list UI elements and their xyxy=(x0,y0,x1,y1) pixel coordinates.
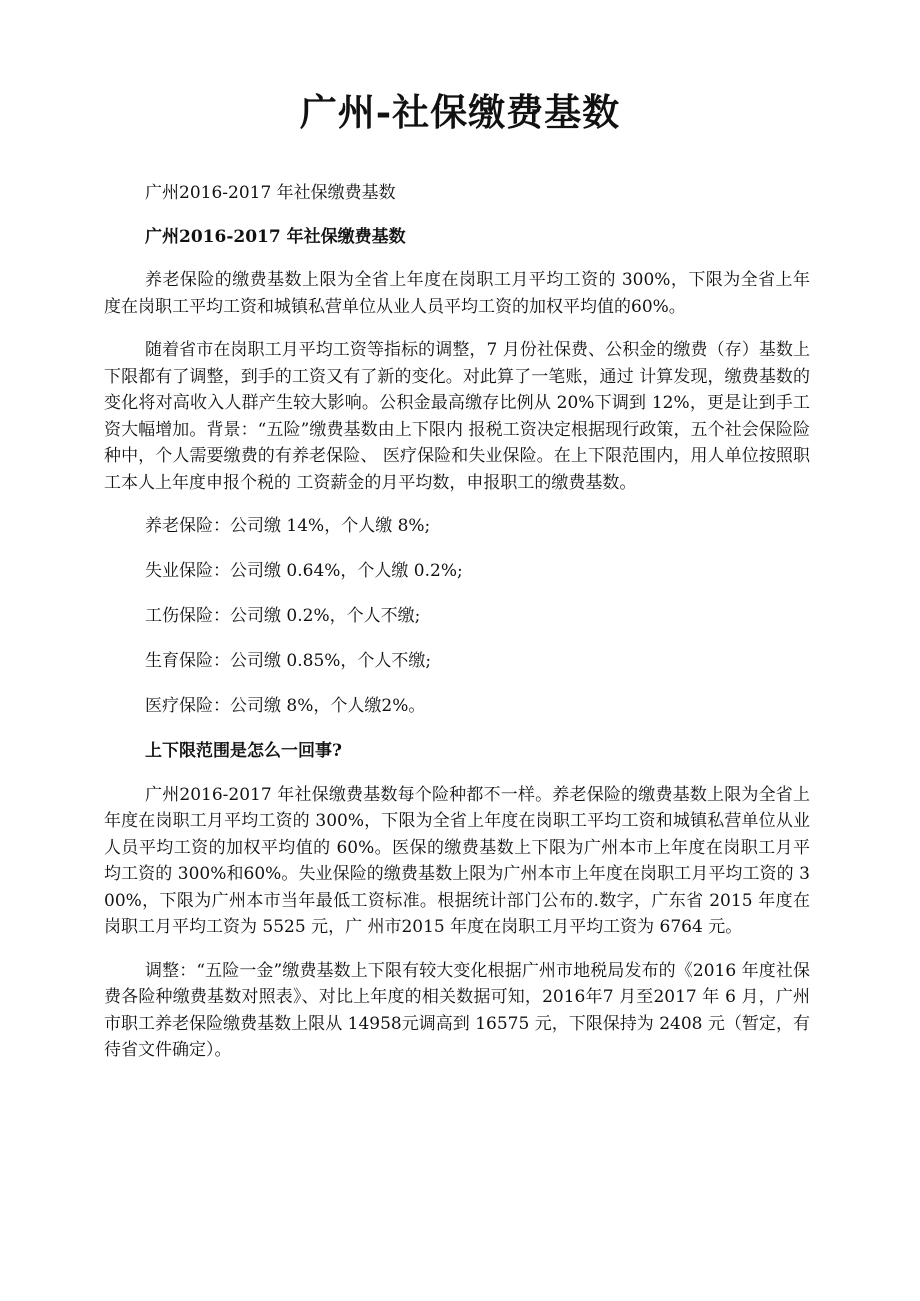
pension-rate-line: 养老保险：公司缴 14%，个人缴 8%; xyxy=(145,516,431,536)
unemployment-rate-line: 失业保险：公司缴 0.64%，个人缴 0.2%; xyxy=(145,561,463,581)
document-title: 广州-社保缴费基数 xyxy=(299,90,621,134)
pension-limits-paragraph: 养老保险的缴费基数上限为全省上年度在岗职工月平均工资的 300%，下限为全省上年度在岗职工平均工资和城镇私营单位从业人员平均工资的加权平均值的60%。 xyxy=(104,270,810,317)
adjustment-detail-paragraph: 调整：“五险一金”缴费基数上下限有较大变化根据广州市地税局发布的《2016 年度社保费各险种缴费基数对照表》、对比上年度的相关数据可知，2016年7 月至2017 年 6 月，广州市职工养老保险缴费基数上限从 14958元调高到 16575 元，下限保持为 2408 元（暂定，有待省文件确定）。 xyxy=(104,960,810,1060)
medical-rate-line: 医疗保险：公司缴 8%，个人缴2%。 xyxy=(145,696,426,716)
section-heading-range: 上下限范围是怎么一回事? xyxy=(145,741,342,761)
adjustment-background-paragraph: 随着省市在岗职工月平均工资等指标的调整，7 月份社保费、公积金的缴费（存）基数上下限都有了调整，到手的工资又有了新的变化。对此算了一笔账，通过 计算发现，缴费基数的变化将对高收入人群产生较大影响。公积金最高缴存比例从 20%下调到 12%，更是让到手工资大幅增加。背景：“五险”缴费基数由上下限内 报税工资决定根据现行政策，五个社会保险险种中，个人需要缴费的有养老保险、 医疗保险和失业保险。在上下限范围内，用人单位按照职工本人上年度申报个税的 工资薪金的月平均数，申报职工的缴费基数。 xyxy=(104,340,810,493)
document-body xyxy=(104,180,810,1081)
range-explanation-paragraph: 广州2016-2017 年社保缴费基数每个险种都不一样。养老保险的缴费基数上限为全省上年度在岗职工月平均工资的 300%，下限为全省上年度在岗职工平均工资和城镇私营单位从业人员平均工资的加权平均值的 60%。医保的缴费基数上下限为广州本市上年度在岗职工月平均工资的 300%和60%。失业保险的缴费基数上限为广州本市上年度在岗职工月平均工资的 300%，下限为广州本市当年最低工资标准。根据统计部门公布的.数字，广东省 2015 年度在岗职工月平均工资为 5525 元，广 州市2015 年度在岗职工月平均工资为 6764 元。 xyxy=(104,784,810,937)
injury-rate-line: 工伤保险：公司缴 0.2%，个人不缴; xyxy=(145,606,421,626)
intro-line: 广州2016-2017 年社保缴费基数 xyxy=(145,183,396,203)
maternity-rate-line: 生育保险：公司缴 0.85%，个人不缴; xyxy=(145,651,432,671)
section-heading-base: 广州2016-2017 年社保缴费基数 xyxy=(145,226,406,247)
